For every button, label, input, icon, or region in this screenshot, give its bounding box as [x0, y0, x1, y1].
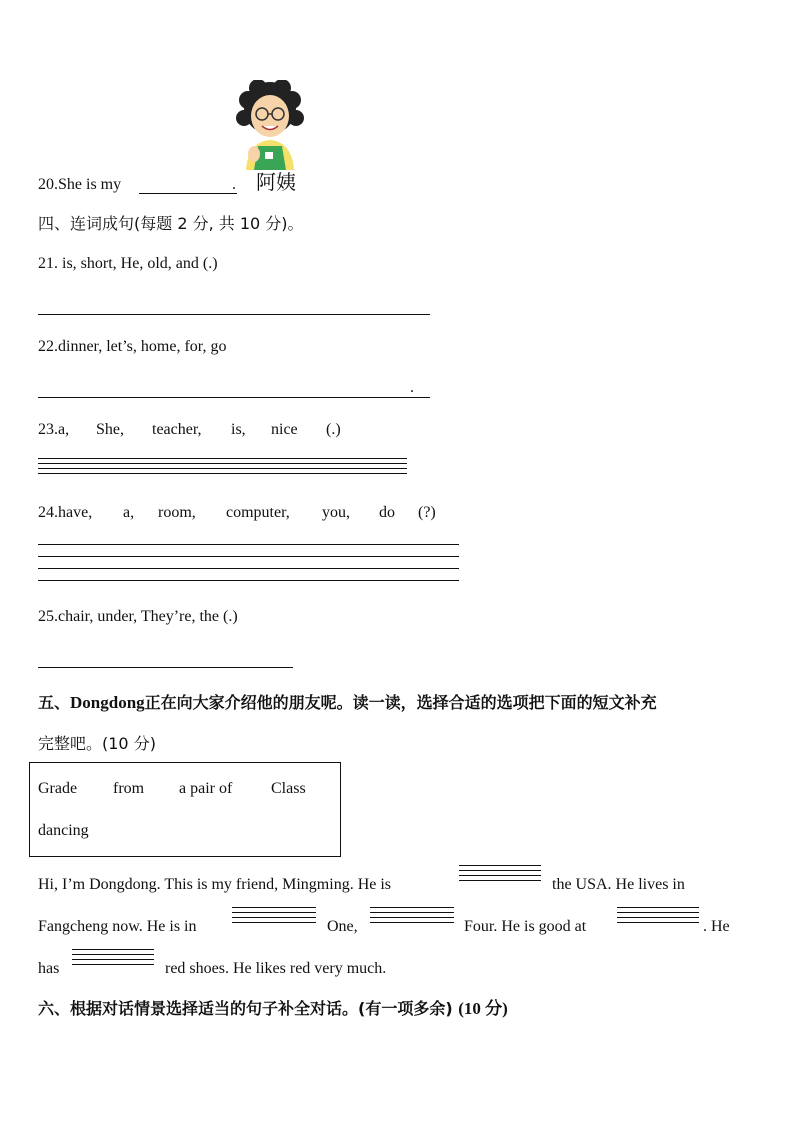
passage-line2a: Fangcheng now. He is in: [38, 918, 197, 935]
word-bank-option: from: [113, 780, 145, 797]
passage-line3a: has: [38, 960, 60, 977]
q23-word: (.): [326, 421, 341, 438]
section6-title-a: 六、根据对话情景选择适当的句子补全对话。(有一项多余): [38, 999, 459, 1018]
q23-answer-lines[interactable]: [38, 458, 407, 478]
passage-line1b: the USA. He lives in: [552, 876, 685, 893]
q23-word: teacher,: [152, 421, 202, 438]
passage-line2d: . He: [703, 918, 730, 935]
q21-text: 21. is, short, He, old, and (.): [38, 255, 218, 272]
passage-blank-5[interactable]: [72, 949, 154, 969]
q24-word: you,: [322, 504, 350, 521]
q25-answer-line[interactable]: [38, 667, 293, 668]
section5-title-prefix: 五、: [38, 693, 71, 712]
q22-answer-line[interactable]: [38, 397, 430, 398]
q24-word: (?): [418, 504, 436, 521]
section6-title-b: (10 分): [458, 999, 508, 1018]
passage-blank-1[interactable]: [459, 865, 541, 885]
passage-blank-2[interactable]: [232, 907, 316, 927]
word-bank-option: dancing: [38, 822, 89, 839]
passage-blank-4[interactable]: [617, 907, 699, 927]
q23-word: is,: [231, 421, 246, 438]
q23-num: 23.a,: [38, 421, 70, 438]
aunt-icon: [234, 80, 306, 170]
q24-answer-lines[interactable]: [38, 544, 459, 564]
q20-period: .: [232, 176, 236, 193]
section5-title-name: Dongdong: [70, 693, 145, 712]
section4-title: 四、连词成句(每题 2 分, 共 10 分)。: [38, 214, 304, 233]
q21-answer-line[interactable]: [38, 314, 430, 315]
q24-word: a,: [123, 504, 135, 521]
q23-word: nice: [271, 421, 298, 438]
q22-text: 22.dinner, let’s, home, for, go: [38, 338, 227, 355]
passage-blank-3[interactable]: [370, 907, 454, 927]
q22-end: .: [410, 379, 414, 396]
word-bank-option: Grade: [38, 780, 78, 797]
q20-text: 20.She is my: [38, 176, 122, 193]
q24-word: computer,: [226, 504, 290, 521]
q20-blank[interactable]: [139, 193, 237, 194]
word-bank-box: [29, 762, 341, 857]
word-bank-option: Class: [271, 780, 306, 797]
passage-line2b: One,: [327, 918, 358, 935]
word-bank-option: a pair of: [179, 780, 233, 797]
q24-num: 24.have,: [38, 504, 93, 521]
section6-title: [38, 994, 508, 1019]
section5-title-rest: 正在向大家介绍他的朋友呢。读一读，选择合适的选项把下面的短文补充: [144, 693, 657, 712]
section5-title-line2: 完整吧。(10 分): [38, 734, 156, 753]
passage-line3b: red shoes. He likes red very much.: [165, 960, 387, 977]
q23-word: She,: [96, 421, 124, 438]
q24-word: room,: [158, 504, 196, 521]
passage-line2c: Four. He is good at: [464, 918, 587, 935]
q24-word: do: [379, 504, 395, 521]
section5-title: [38, 690, 657, 713]
passage-line1a: Hi, I’m Dongdong. This is my friend, Mingming. He is: [38, 876, 392, 893]
aunt-illustration: [234, 80, 306, 170]
q20-image-caption: 阿姨: [256, 170, 296, 194]
q25-text: 25.chair, under, They’re, the (.): [38, 608, 238, 625]
